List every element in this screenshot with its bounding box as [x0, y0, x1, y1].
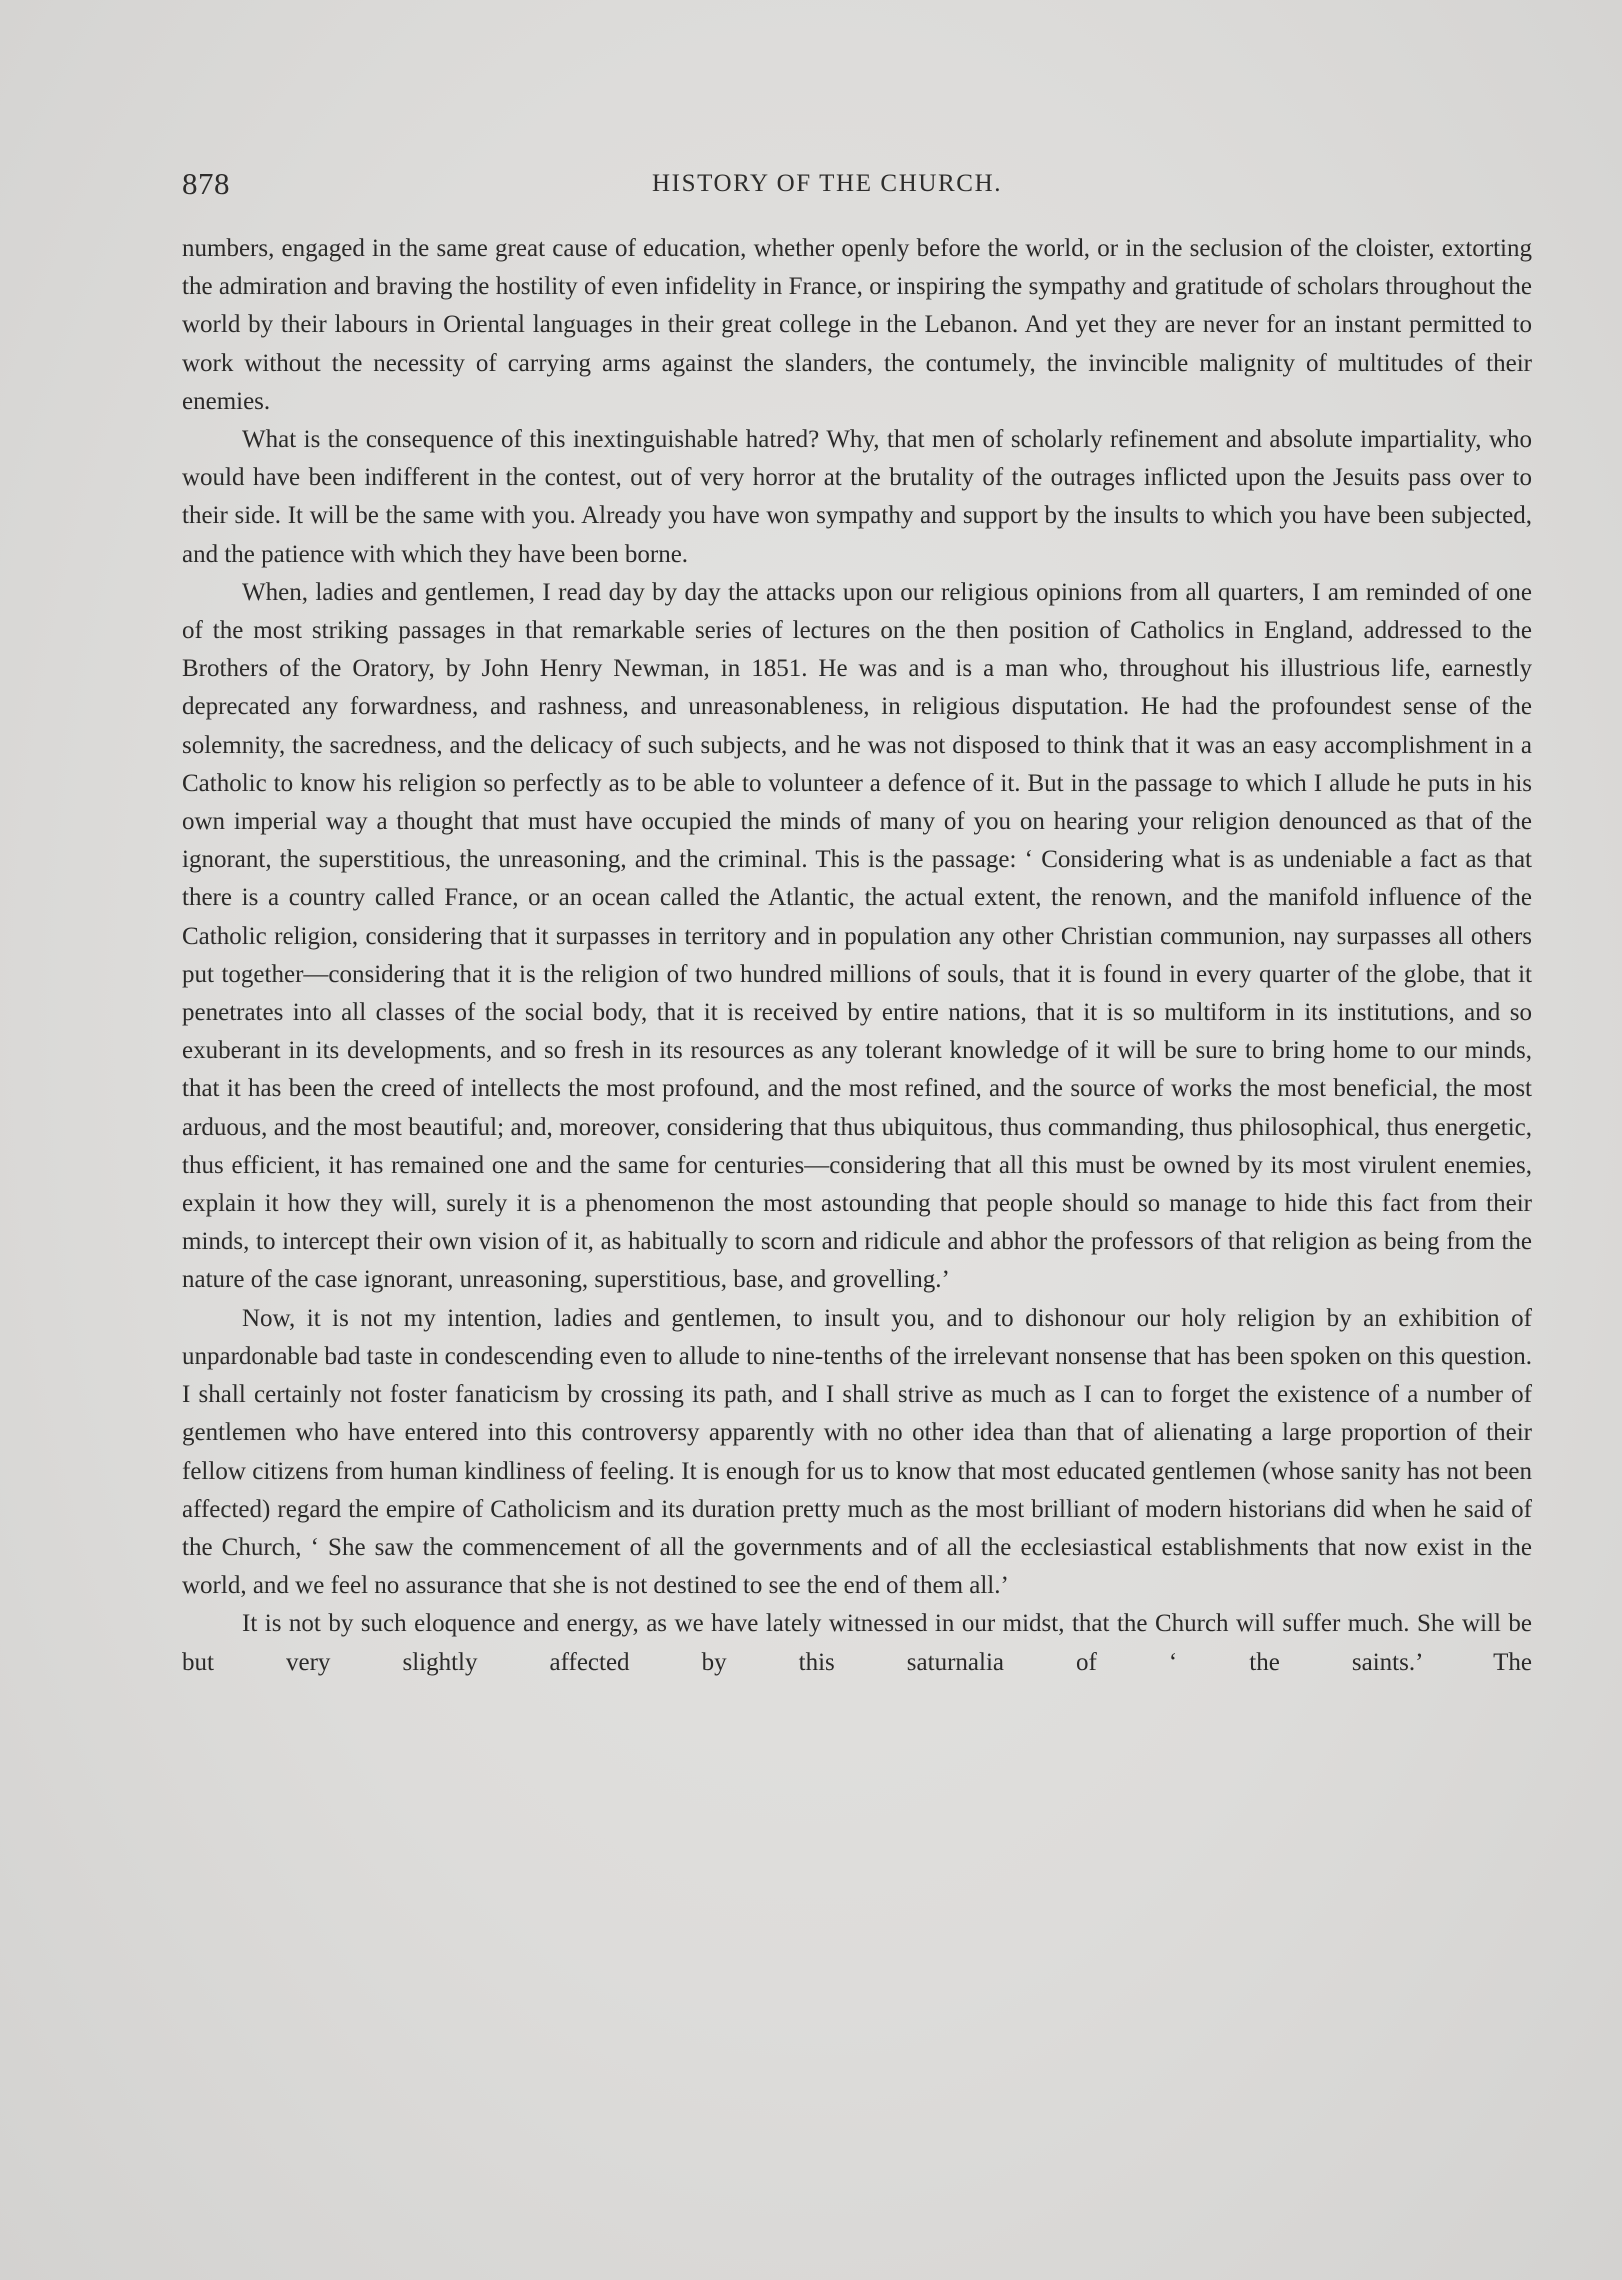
- paragraph-4: Now, it is not my intention, ladies and gentlemen, to insult you, and to dishonour our holy religion by an exhibition of unpardonable bad taste in condescending even to allude to nine-tenths of the irrelevant nonsense that has been spoken on this question. I shall certainly not foster fanaticism by crossing its path, and I shall strive as much as I can to forget the existence of a number of gentlemen who have entered into this controversy apparently with no other idea than that of alienating a large proportion of their fellow citizens from human kindliness of feeling. It is enough for us to know that most educated gentlemen (whose sanity has not been affected) regard the empire of Catholicism and its duration pretty much as the most brilliant of modern historians did when he said of the Church, ‘ She saw the commencement of all the governments and of all the ecclesiastical establishments that now exist in the world, and we feel no assurance that she is not destined to see the end of them all.’: [182, 1304, 1532, 1600]
- running-head: [182, 160, 1532, 210]
- paragraph-2: What is the consequence of this inextinguishable hatred? Why, that men of scholarly refinement and absolute impartiality, who would have been indifferent in the contest, out of very horror at the brutality of the outrages inflicted upon the Jesuits pass over to their side. It will be the same with you. Already you have won sympathy and support by the insults to which you have been subjected, and the patience with which they have been borne.: [182, 426, 1532, 568]
- paragraph-3: When, ladies and gentlemen, I read day by day the attacks upon our religious opinions from all quarters, I am reminded of one of the most striking passages in that remarkable series of lectures on the then position of Catholics in England, addressed to the Brothers of the Oratory, by John Henry Newman, in 1851. He was and is a man who, throughout his illustrious life, earnestly deprecated any forwardness, and rashness, and unreasonableness, in religious disputation. He had the profoundest sense of the solemnity, the sacredness, and the delicacy of such subjects, and he was not disposed to think that it was an easy accomplishment in a Catholic to know his religion so perfectly as to be able to volunteer a defence of it. But in the passage to which I allude he puts in his own imperial way a thought that must have occupied the minds of many of you on hearing your religion denounced as that of the ignorant, the superstitious, the unreasoning, and the criminal. This is the passage: ‘ Considering what is as undeniable a fact as that there is a country called France, or an ocean called the Atlantic, the actual extent, the renown, and the manifold influence of the Catholic religion, considering that it surpasses in territory and in population any other Christian communion, nay surpasses all others put together—considering that it is the religion of two hundred millions of souls, that it is found in every quarter of the globe, that it penetrates into all classes of the social body, that it is received by entire nations, that it is so multiform in its institutions, and so exuberant in its developments, and so fresh in its resources as any tolerant knowledge of it will be sure to bring home to our minds, that it has been the creed of intellects the most profound, and the most refined, and the source of works the most beneficial, the most arduous, and the most beautiful; and, moreover, considering that thus ubiquitous, thus commanding, thus philosophical, thus energetic, thus efficient, it has remained one and the same for centuries—considering that all this must be owned by its most virulent enemies, explain it how they will, surely it is a phenomenon the most astounding that people should so manage to hide this fact from their minds, to intercept their own vision of it, as habitually to scorn and ridicule and abhor the professors of that religion as being from the nature of the case ignorant, unreasoning, superstitious, base, and grovelling.’: [182, 578, 1532, 1294]
- paragraph-1: numbers, engaged in the same great cause of education, whether openly before the world, or in the seclusion of the cloister, extorting the admiration and braving the hostility of even infidelity in France, or inspiring the sympathy and gratitude of scholars throughout the world by their labours in Oriental languages in their great college in the Lebanon. And yet they are never for an instant permitted to work without the necessity of carrying arms against the slanders, the contumely, the invincible malignity of multitudes of their enemies.: [182, 235, 1532, 415]
- running-title: HISTORY OF THE CHURCH.: [652, 170, 1003, 197]
- body-text: [182, 230, 1532, 1682]
- book-page: [182, 160, 1532, 1682]
- paragraph-5: It is not by such eloquence and energy, as we have lately witnessed in our midst, that the Church will suffer much. She will be but very slightly affected by this saturnalia of ‘ the saints.’ The: [182, 1610, 1532, 1676]
- page-number: 878: [182, 166, 230, 201]
